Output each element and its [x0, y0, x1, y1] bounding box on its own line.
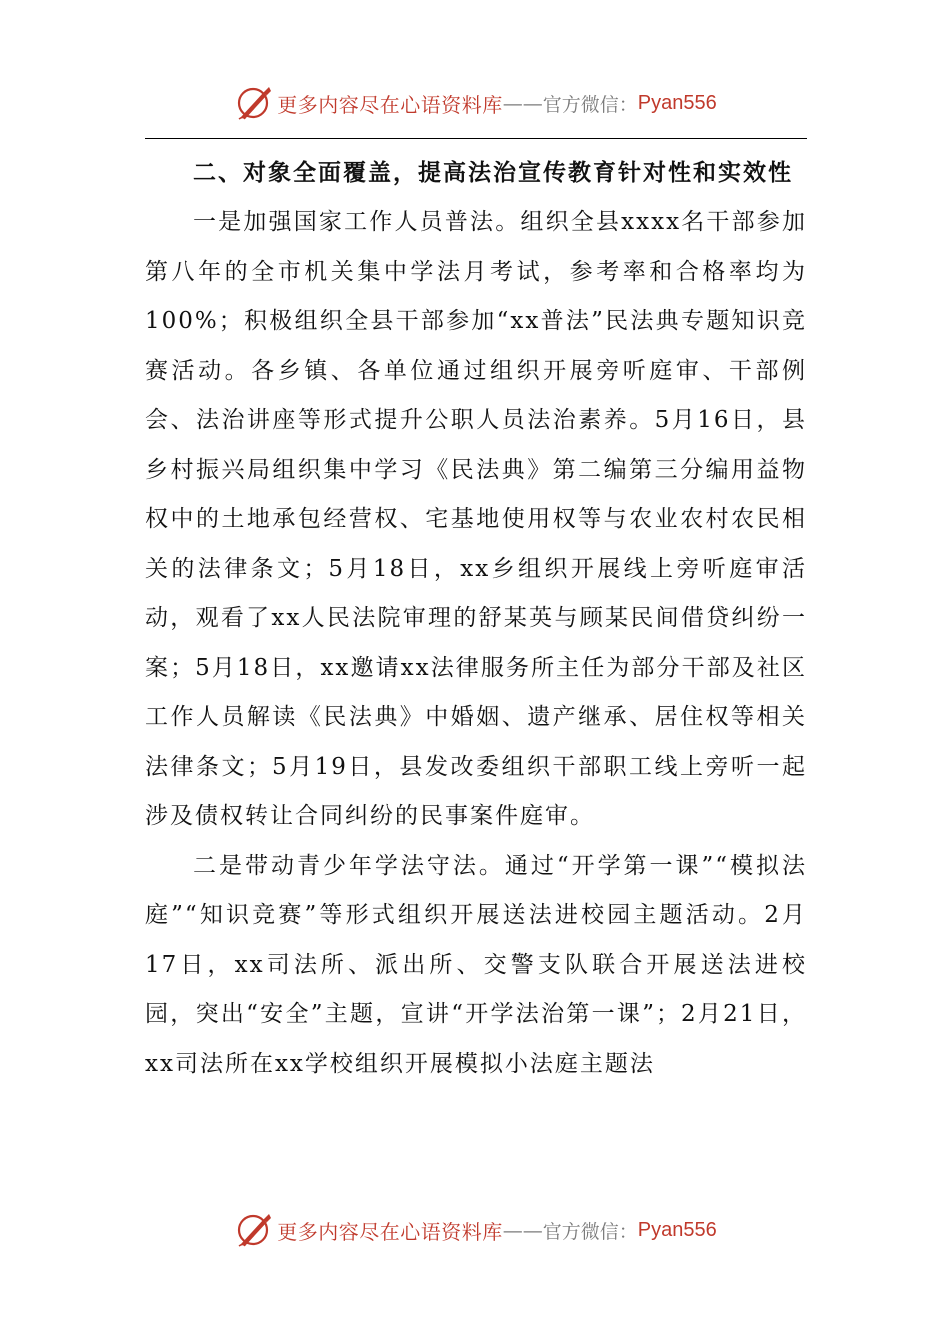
watermark-dash-2: —	[522, 91, 543, 115]
watermark-wechat-label: 官方微信：	[542, 1220, 638, 1243]
watermark-dash: —	[502, 91, 523, 115]
watermark-wechat-label: 官方微信：	[542, 93, 638, 116]
watermark-site-text: 更多内容尽在心语资料库	[277, 1219, 503, 1244]
watermark-site-text: 更多内容尽在心语资料库	[277, 92, 503, 117]
header-rule	[145, 138, 807, 139]
watermark-banner-top	[0, 80, 950, 126]
paragraph-2: 二是带动青少年学法守法。通过“开学第一课”“模拟法庭”“知识竞赛”等形式组织开展送法进校园主题活动。2月17日，xx司法所、派出所、交警支队联合开展送法进校园，突出“安全”主题，宣讲“开学法治第一课”；2月21日，xx司法所在xx学校组织开展模拟小法庭主题法	[145, 852, 807, 1077]
watermark-dash-2: —	[522, 1218, 543, 1242]
watermark-wechat-id: Pyan556	[637, 91, 717, 114]
pen-logo-icon	[233, 83, 273, 123]
pen-logo-icon	[233, 1210, 273, 1250]
section-heading: 二、对象全面覆盖，提高法治宣传教育针对性和实效性	[193, 160, 793, 186]
watermark-wechat-id: Pyan556	[637, 1218, 717, 1241]
watermark-dash: —	[502, 1218, 523, 1242]
watermark-banner-bottom	[0, 1207, 950, 1253]
paragraph-1: 一是加强国家工作人员普法。组织全县xxxx名干部参加第八年的全市机关集中学法月考试，参考率和合格率均为100%；积极组织全县干部参加“xx普法”民法典专题知识竞赛活动。各乡镇、各单位通过组织开展旁听庭审、干部例会、法治讲座等形式提升公职人员法治素养。5月16日，县乡村振兴局组织集中学习《民法典》第二编第三分编用益物权中的土地承包经营权、宅基地使用权等与农业农村农民相关的法律条文；5月18日，xx乡组织开展线上旁听庭审活动，观看了xx人民法院审理的舒某英与顾某民间借贷纠纷一案；5月18日，xx邀请xx法律服务所主任为部分干部及社区工作人员解读《民法典》中婚姻、遗产继承、居住权等相关法律条文；5月19日，县发改委组织干部职工线上旁听一起涉及债权转让合同纠纷的民事案件庭审。	[145, 209, 807, 829]
document-body	[145, 148, 807, 1089]
